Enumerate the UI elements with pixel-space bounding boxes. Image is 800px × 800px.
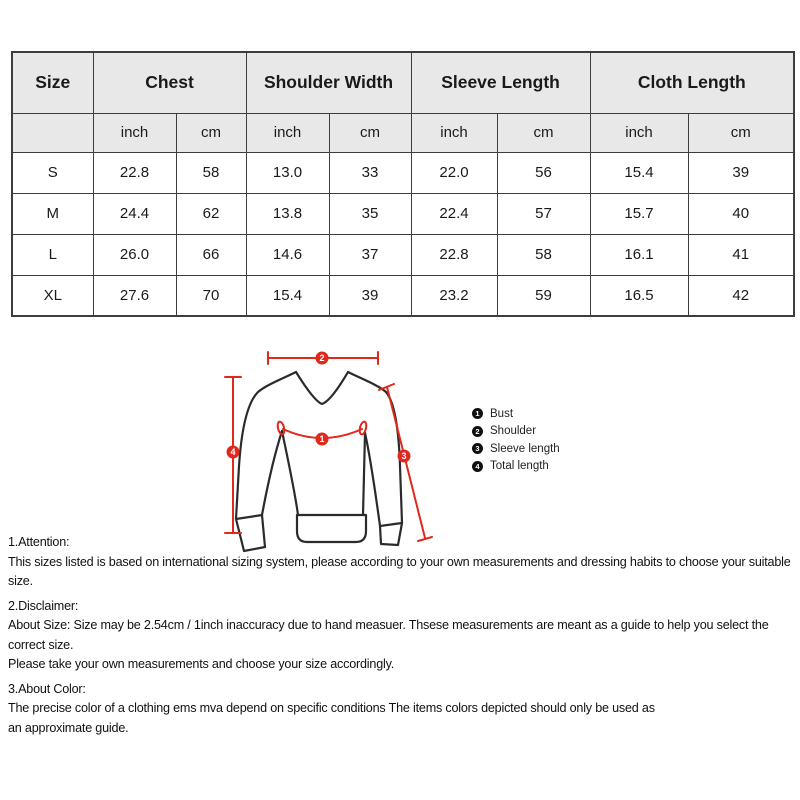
col-header-sleeve-length: Sleeve Length: [411, 52, 590, 113]
legend-item-sleeve-length: [472, 443, 560, 454]
table-cell: 27.6: [93, 275, 176, 316]
measurement-markers: [227, 352, 411, 463]
table-cell: 33: [329, 152, 411, 193]
table-cell: 13.0: [246, 152, 329, 193]
table-cell: 42: [688, 275, 794, 316]
bust-legend-dot-icon: 1: [472, 408, 483, 419]
table-cell: 58: [176, 152, 246, 193]
unit-cell: cm: [497, 113, 590, 152]
size-label: L: [12, 234, 93, 275]
table-cell: 39: [329, 275, 411, 316]
table-cell: 56: [497, 152, 590, 193]
unit-cell: inch: [590, 113, 688, 152]
disclaimer-line: Please take your own measurements and choose your size accordingly.: [8, 657, 395, 671]
sleeve-line: [387, 387, 425, 538]
shoulder-legend-dot-icon: 2: [472, 426, 483, 437]
about-color-heading: 3.About Color:: [8, 681, 86, 696]
table-cell: 59: [497, 275, 590, 316]
unit-cell: inch: [246, 113, 329, 152]
table-cell: 41: [688, 234, 794, 275]
about-color-line: an approximate guide.: [8, 720, 129, 735]
attention-line: This sizes listed is based on international sizing system, please according to your own measurements and dressing habits to choose your suitable size.: [8, 554, 791, 588]
legend-label: Sleeve length: [490, 442, 560, 455]
notes-section: [8, 533, 796, 743]
table-cell: 62: [176, 193, 246, 234]
sweater-measurement-diagram: [190, 344, 470, 560]
table-row-l: [12, 234, 794, 275]
legend-label: Bust: [490, 407, 514, 420]
table-cell: 16.5: [590, 275, 688, 316]
table-cell: 40: [688, 193, 794, 234]
legend-item-shoulder: [472, 426, 560, 437]
attention-heading: 1.Attention:: [8, 535, 70, 549]
disclaimer-line: About Size: Size may be 2.54cm / 1inch inaccuracy due to hand measuer. Thsese measurements are meant as a guide to help you select the correct size.: [8, 618, 769, 652]
measurement-legend: [472, 408, 560, 472]
size-label: XL: [12, 275, 93, 316]
units-empty-cell: [12, 113, 93, 152]
table-cell: 16.1: [590, 234, 688, 275]
table-cell: 24.4: [93, 193, 176, 234]
unit-cell: cm: [176, 113, 246, 152]
col-header-size: Size: [12, 52, 93, 113]
bust-marker-number: 1: [319, 434, 325, 445]
about-color-note: [8, 680, 796, 739]
col-header-chest: Chest: [93, 52, 246, 113]
unit-cell: inch: [411, 113, 497, 152]
legend-item-bust: [472, 408, 560, 419]
table-cell: 23.2: [411, 275, 497, 316]
table-cell: 37: [329, 234, 411, 275]
shoulder-marker-number: 2: [319, 353, 325, 364]
table-cell: 15.4: [246, 275, 329, 316]
table-row-xl: [12, 275, 794, 316]
table-cell: 39: [688, 152, 794, 193]
attention-note: [8, 533, 796, 592]
table-cell: 14.6: [246, 234, 329, 275]
table-cell: 22.0: [411, 152, 497, 193]
about-color-line: The precise color of a clothing ems mva depend on specific conditions The items colors depicted should only be used as: [8, 701, 655, 715]
unit-cell: cm: [329, 113, 411, 152]
col-header-shoulder-width: Shoulder Width: [246, 52, 411, 113]
total-legend-dot-icon: 4: [472, 461, 483, 472]
table-cell: 13.8: [246, 193, 329, 234]
table-cell: 66: [176, 234, 246, 275]
legend-label: Shoulder: [490, 425, 537, 437]
table-row-s: [12, 152, 794, 193]
table-cell: 22.8: [93, 152, 176, 193]
table-cell: 26.0: [93, 234, 176, 275]
legend-label: Total length: [490, 460, 549, 472]
table-units-row: [12, 113, 794, 152]
size-table: [11, 51, 795, 317]
sleeve-marker-number: 3: [401, 451, 407, 462]
size-label: S: [12, 152, 93, 193]
table-cell: 22.8: [411, 234, 497, 275]
table-cell: 15.4: [590, 152, 688, 193]
table-cell: 70: [176, 275, 246, 316]
unit-cell: inch: [93, 113, 176, 152]
disclaimer-heading: 2.Disclaimer:: [8, 598, 79, 613]
table-cell: 15.7: [590, 193, 688, 234]
table-row-m: [12, 193, 794, 234]
disclaimer-note: [8, 597, 796, 675]
table-cell: 22.4: [411, 193, 497, 234]
table-cell: 58: [497, 234, 590, 275]
sleeve-legend-dot-icon: 3: [472, 443, 483, 454]
total-length-marker-number: 4: [230, 447, 236, 458]
table-cell: 35: [329, 193, 411, 234]
table-header-row: [12, 52, 794, 113]
size-label: M: [12, 193, 93, 234]
unit-cell: cm: [688, 113, 794, 152]
table-cell: 57: [497, 193, 590, 234]
col-header-cloth-length: Cloth Length: [590, 52, 794, 113]
legend-item-total-length: [472, 461, 560, 472]
sweater-outline-icon: [236, 372, 402, 551]
